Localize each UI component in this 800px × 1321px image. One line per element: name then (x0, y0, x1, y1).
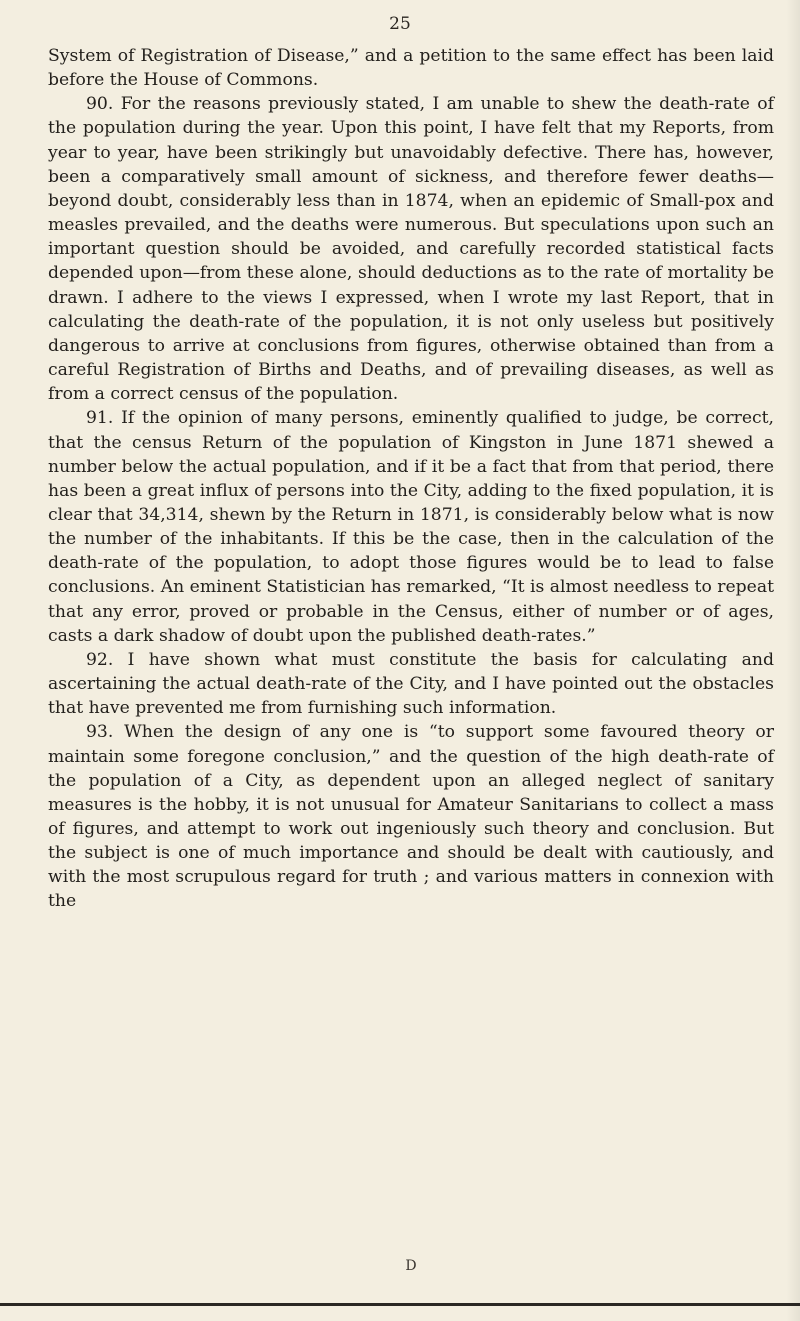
page-edge-shadow (786, 0, 800, 1321)
page-number: 25 (389, 14, 411, 34)
signature-mark: D (405, 1258, 417, 1274)
paragraph-92: 92. I have shown what must constitute the basis for calculating and ascertaining the actual death-rate of the City, and I have pointed out the obstacles that have prevented me from furnishing such information. (48, 649, 774, 719)
paragraph-91: 91. If the opinion of many persons, eminently qualified to judge, be correct, that the census Return of the population of Kingston in June 1871 shewed a number below the actual population, and if it be a fact that from that period, there has been a great influx of persons into the City, adding to the fixed population, it is clear that 34,314, shewn by the Return in 1871, is considerably below what is now the number of the inhabitants. If this be the case, then in the calculation of the death-rate of the population, to adopt those figures would be to lead to false conclusions. An eminent Statistician has remarked, “It is almost needless to repeat that any error, proved or probable in the Census, either of number or of ages, casts a dark shadow of doubt upon the published death-rates.” (48, 408, 774, 646)
paragraph-93: 93. When the design of any one is “to support some favoured theory or maintain some foregone conclusion,” and the question of the high death-rate of the population of a City, as dependent upon an alleged neglect of sanitary measures is the hobby, it is not unusual for Amateur Sanitarians to collect a mass of figures, and attempt to work out ingeniously such theory and conclusion. But the subject is one of much importance and should be dealt with cautiously, and with the most scrupulous regard for truth ; and various matters in connexion with the (48, 722, 774, 912)
paragraph-continuation: System of Registration of Disease,” and a petition to the same effect has been laid before the House of Commons. (48, 46, 774, 91)
body-text (48, 44, 774, 914)
paragraph-90: 90. For the reasons previously stated, I am unable to shew the death-rate of the population during the year. Upon this point, I have felt that my Reports, from year to year, have been strikingly but unavoidably defective. There has, however, been a comparatively small amount of sickness, and therefore fewer deaths—beyond doubt, considerably less than in 1874, when an epidemic of Small-pox and measles prevailed, and the deaths were numerous. But speculations upon such an important question should be avoided, and carefully recorded statistical facts depended upon—from these alone, should deductions as to the rate of mortality be drawn. I adhere to the views I expressed, when I wrote my last Report, that in calculating the death-rate of the population, it is not only useless but positively dangerous to arrive at conclusions from figures, otherwise obtained than from a careful Registration of Births and Deaths, and of prevailing diseases, as well as from a correct census of the population. (48, 94, 774, 405)
bottom-rule (0, 1303, 800, 1306)
